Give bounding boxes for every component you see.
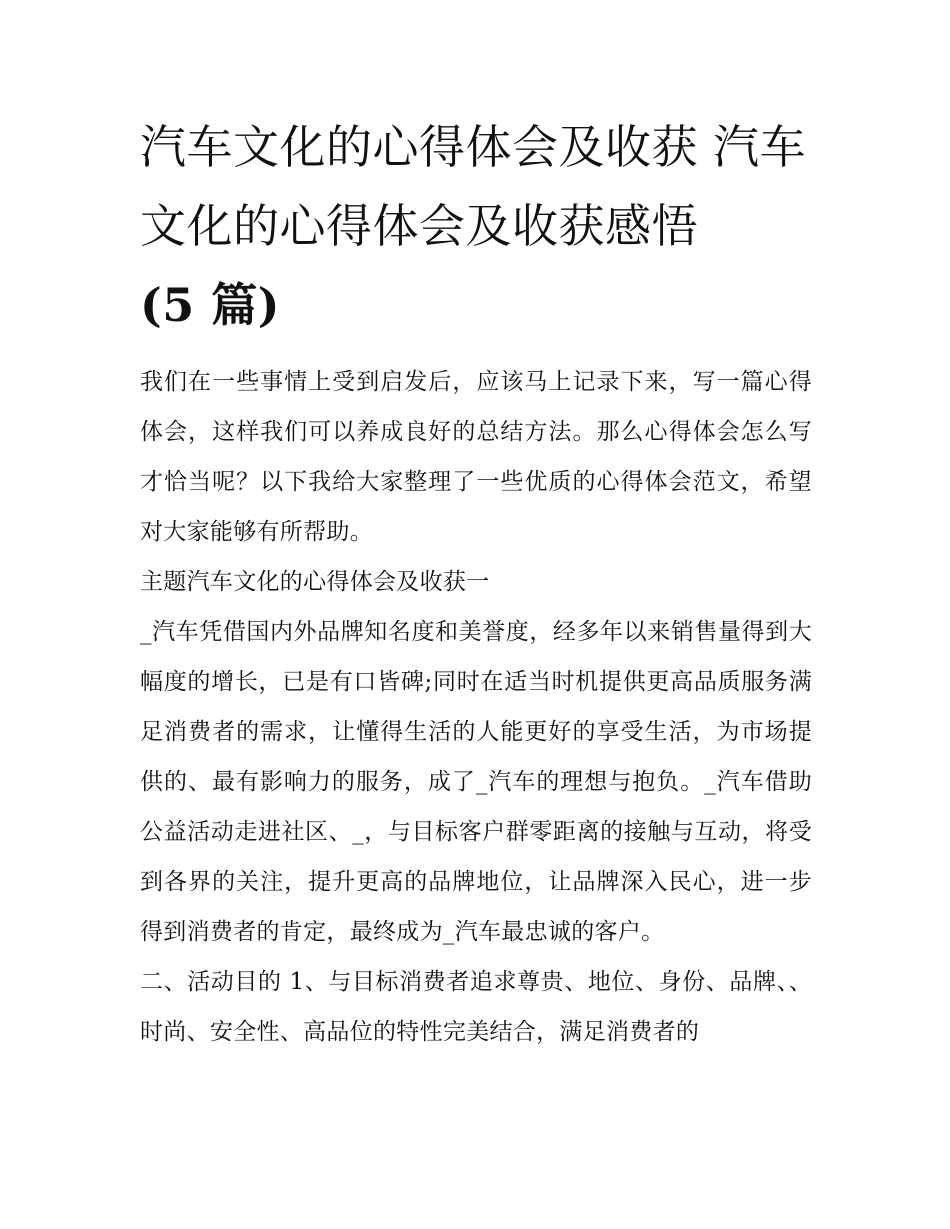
document-title [140,108,812,345]
section-heading: 主题汽车文化的心得体会及收获一 [140,569,490,595]
title-count: (5 篇) [140,278,281,332]
document-page [140,108,812,1057]
intro-paragraph: 我们在一些事情上受到启发后，应该马上记录下来，写一篇心得体会，这样我们可以养成良好的总结方法。那么心得体会怎么写才恰当呢？以下我给大家整理了一些优质的心得体会范文，希望对大家能够有所帮助。 [140,369,812,545]
body-paragraph: _汽车凭借国内外品牌知名度和美誉度，经多年以来销售量得到大幅度的增长，已是有口皆碑;同时在适当时机提供更高品质服务满足消费者的需求，让懂得生活的人能更好的享受生活，为市场提供的、最有影响力的服务，成了_汽车的理想与抱负。_汽车借助公益活动走进社区、_，与目标客户群零距离的接触与互动，将受到各界的关注，提升更高的品牌地位，让品牌深入民心，进一步得到消费者的肯定，最终成为_汽车最忠诚的客户。 [140,619,812,945]
title-text: 汽车文化的心得体会及收获 汽车文化的心得体会及收获感悟 [140,120,807,253]
activity-purpose-paragraph: 二、活动目的 1、与目标消费者追求尊贵、地位、身份、品牌、、时尚、安全性、高品位的特性完美结合，满足消费者的 [140,969,812,1045]
